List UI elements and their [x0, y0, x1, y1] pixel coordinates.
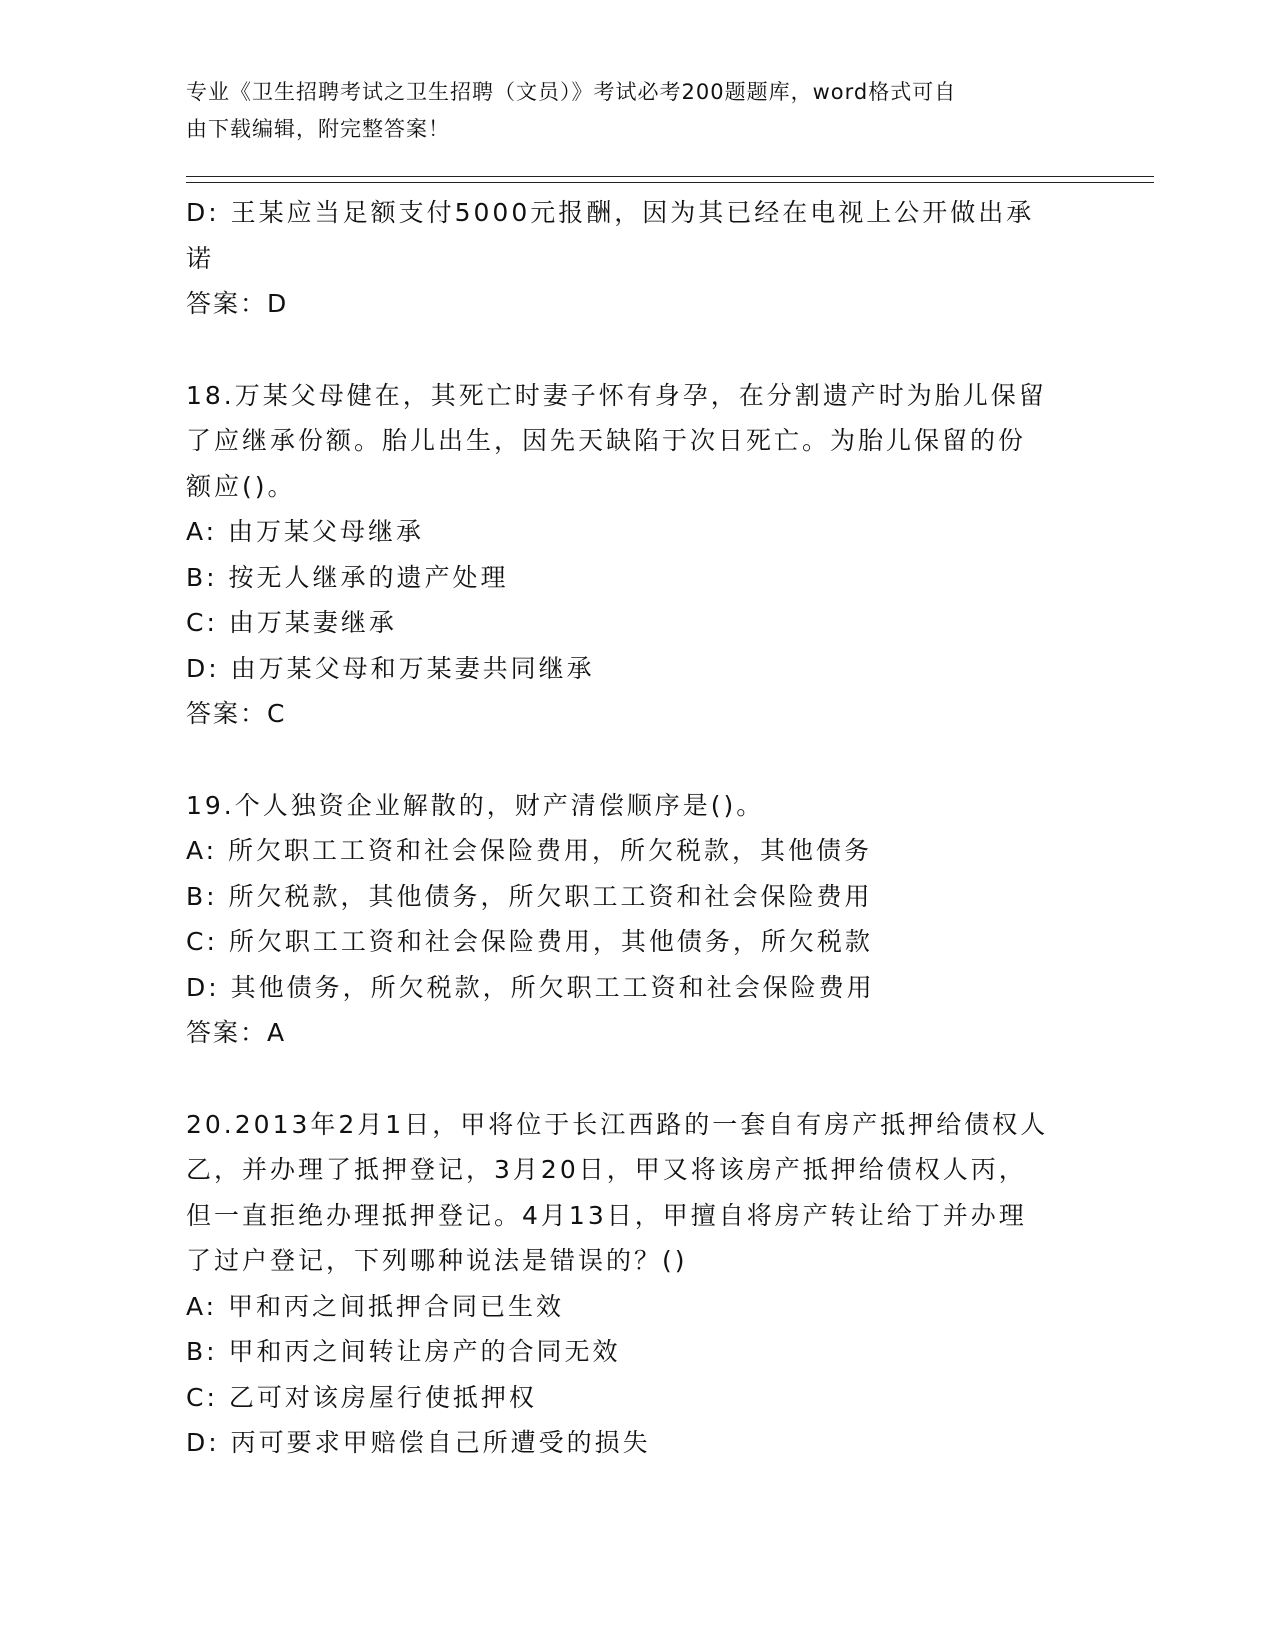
page-header [186, 74, 1066, 148]
spacer [186, 737, 1086, 783]
q20-stem-line-2: 乙，并办理了抵押登记，3月20日，甲又将该房产抵押给债权人丙， [186, 1155, 1027, 1184]
question-20 [186, 1102, 1086, 1466]
question-content [186, 190, 1086, 1466]
q20-stem-line-4: 了过户登记，下列哪种说法是错误的？() [186, 1246, 688, 1275]
q20-stem-line-3: 但一直拒绝办理抵押登记。4月13日，甲擅自将房产转让给丁并办理 [186, 1200, 1027, 1230]
q18-option-b: B: 按无人继承的遗产处理 [186, 562, 509, 592]
q20-option-d: D: 丙可要求甲赔偿自己所遭受的损失 [186, 1428, 651, 1457]
q19-option-b: B: 所欠税款，其他债务，所欠职工工资和社会保险费用 [186, 881, 873, 911]
q20-option-c: C: 乙可对该房屋行使抵押权 [186, 1382, 537, 1412]
q20-option-b: B: 甲和丙之间转让房产的合同无效 [186, 1337, 621, 1366]
spacer [186, 1056, 1086, 1102]
q19-stem-line-1: 19.个人独资企业解散的，财产清偿顺序是()。 [186, 790, 765, 820]
spacer [186, 327, 1086, 373]
question-17-tail [186, 190, 1086, 327]
question-19 [186, 783, 1086, 1056]
question-18 [186, 373, 1086, 737]
header-line-2: 由下载编辑，附完整答案！ [186, 117, 450, 141]
q18-answer: 答案：C [186, 699, 287, 728]
q18-option-a: A: 由万某父母继承 [186, 517, 425, 546]
q19-option-c: C: 所欠职工工资和社会保险费用，其他债务，所欠税款 [186, 927, 873, 956]
q17-option-d-line-1: D: 王某应当足额支付5000元报酬，因为其已经在电视上公开做出承 [186, 198, 1035, 227]
q20-option-a: A: 甲和丙之间抵押合同已生效 [186, 1291, 565, 1321]
header-rule-top [186, 176, 1154, 177]
q19-option-d: D: 其他债务，所欠税款，所欠职工工资和社会保险费用 [186, 972, 875, 1002]
q18-stem-line-1: 18.万某父母健在，其死亡时妻子怀有身孕，在分割遗产时为胎儿保留 [186, 380, 1047, 410]
q17-option-d-line-2: 诺 [186, 243, 215, 273]
q18-stem-line-2: 了应继承份额。胎儿出生，因先天缺陷于次日死亡。为胎儿保留的份 [186, 426, 1027, 455]
q19-answer: 答案：A [186, 1018, 287, 1047]
q19-option-a: A: 所欠职工工资和社会保险费用，所欠税款，其他债务 [186, 836, 873, 865]
q18-stem-line-3: 额应()。 [186, 471, 296, 501]
q18-option-d: D: 由万某父母和万某妻共同继承 [186, 653, 595, 683]
q20-stem-line-1: 20.2013年2月1日，甲将位于长江西路的一套自有房产抵押给债权人 [186, 1109, 1049, 1139]
header-line-1: 专业《卫生招聘考试之卫生招聘（文员）》考试必考200题题库，word格式可自 [186, 80, 957, 104]
q17-answer: 答案：D [186, 289, 289, 318]
header-rule-bottom [186, 182, 1154, 183]
q18-option-c: C: 由万某妻继承 [186, 608, 397, 637]
